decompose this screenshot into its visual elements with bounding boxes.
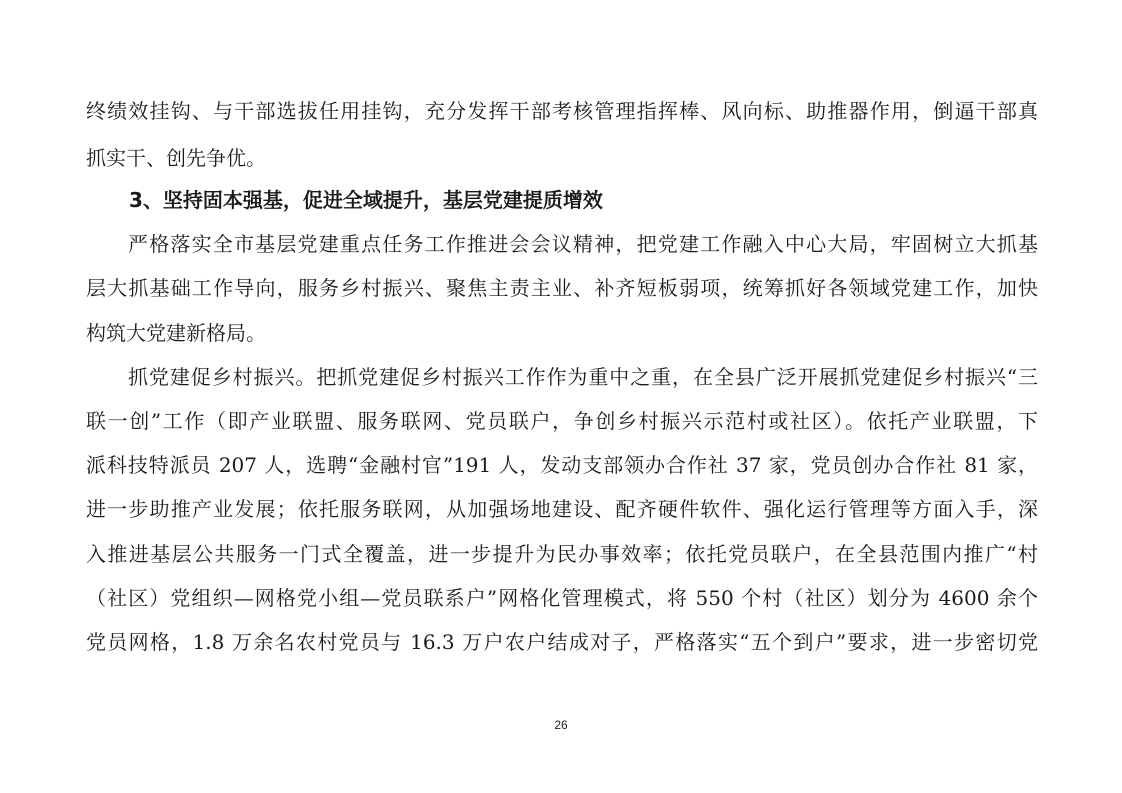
page-number: 26 bbox=[554, 718, 568, 732]
paragraph-line: 层大抓基础工作导向，服务乡村振兴、聚焦主责主业、补齐短板弱项，统筹抓好各领域党建工作，加快 bbox=[86, 276, 1038, 300]
paragraph-line: 构筑大党建新格局。 bbox=[86, 321, 266, 345]
section-heading: 3、坚持固本强基，促进全域提升，基层党建提质增效 bbox=[129, 188, 603, 212]
paragraph-line: 派科技特派员 207 人，选聘“金融村官”191 人，发动支部领办合作社 37 家，党员创办合作社 81 家， bbox=[86, 453, 1038, 477]
paragraph-line: 进一步助推产业发展；依托服务联网，从加强场地建设、配齐硬件软件、强化运行管理等方面入手，深 bbox=[86, 497, 1038, 521]
paragraph-line: 入推进基层公共服务一门式全覆盖，进一步提升为民办事效率；依托党员联户，在全县范围内推广“村 bbox=[86, 542, 1038, 566]
paragraph-line: 终绩效挂钩、与干部选拔任用挂钩，充分发挥干部考核管理指挥棒、风向标、助推器作用，倒逼干部真 bbox=[86, 99, 1038, 123]
paragraph-line: 抓党建促乡村振兴。把抓党建促乡村振兴工作作为重中之重，在全县广泛开展抓党建促乡村振兴“三 bbox=[128, 365, 1038, 389]
paragraph-line: 联一创”工作（即产业联盟、服务联网、党员联户，争创乡村振兴示范村或社区）。依托产业联盟，下 bbox=[86, 409, 1038, 433]
paragraph-line: 严格落实全市基层党建重点任务工作推进会会议精神，把党建工作融入中心大局，牢固树立大抓基 bbox=[128, 232, 1038, 256]
paragraph-line: 抓实干、创先争优。 bbox=[86, 146, 266, 170]
paragraph-line: 党员网格，1.8 万余名农村党员与 16.3 万户农户结成对子，严格落实“五个到户”要求，进一步密切党 bbox=[86, 630, 1038, 654]
paragraph-line: （社区）党组织—网格党小组—党员联系户”网格化管理模式，将 550 个村（社区）划分为 4600 余个 bbox=[86, 586, 1038, 610]
